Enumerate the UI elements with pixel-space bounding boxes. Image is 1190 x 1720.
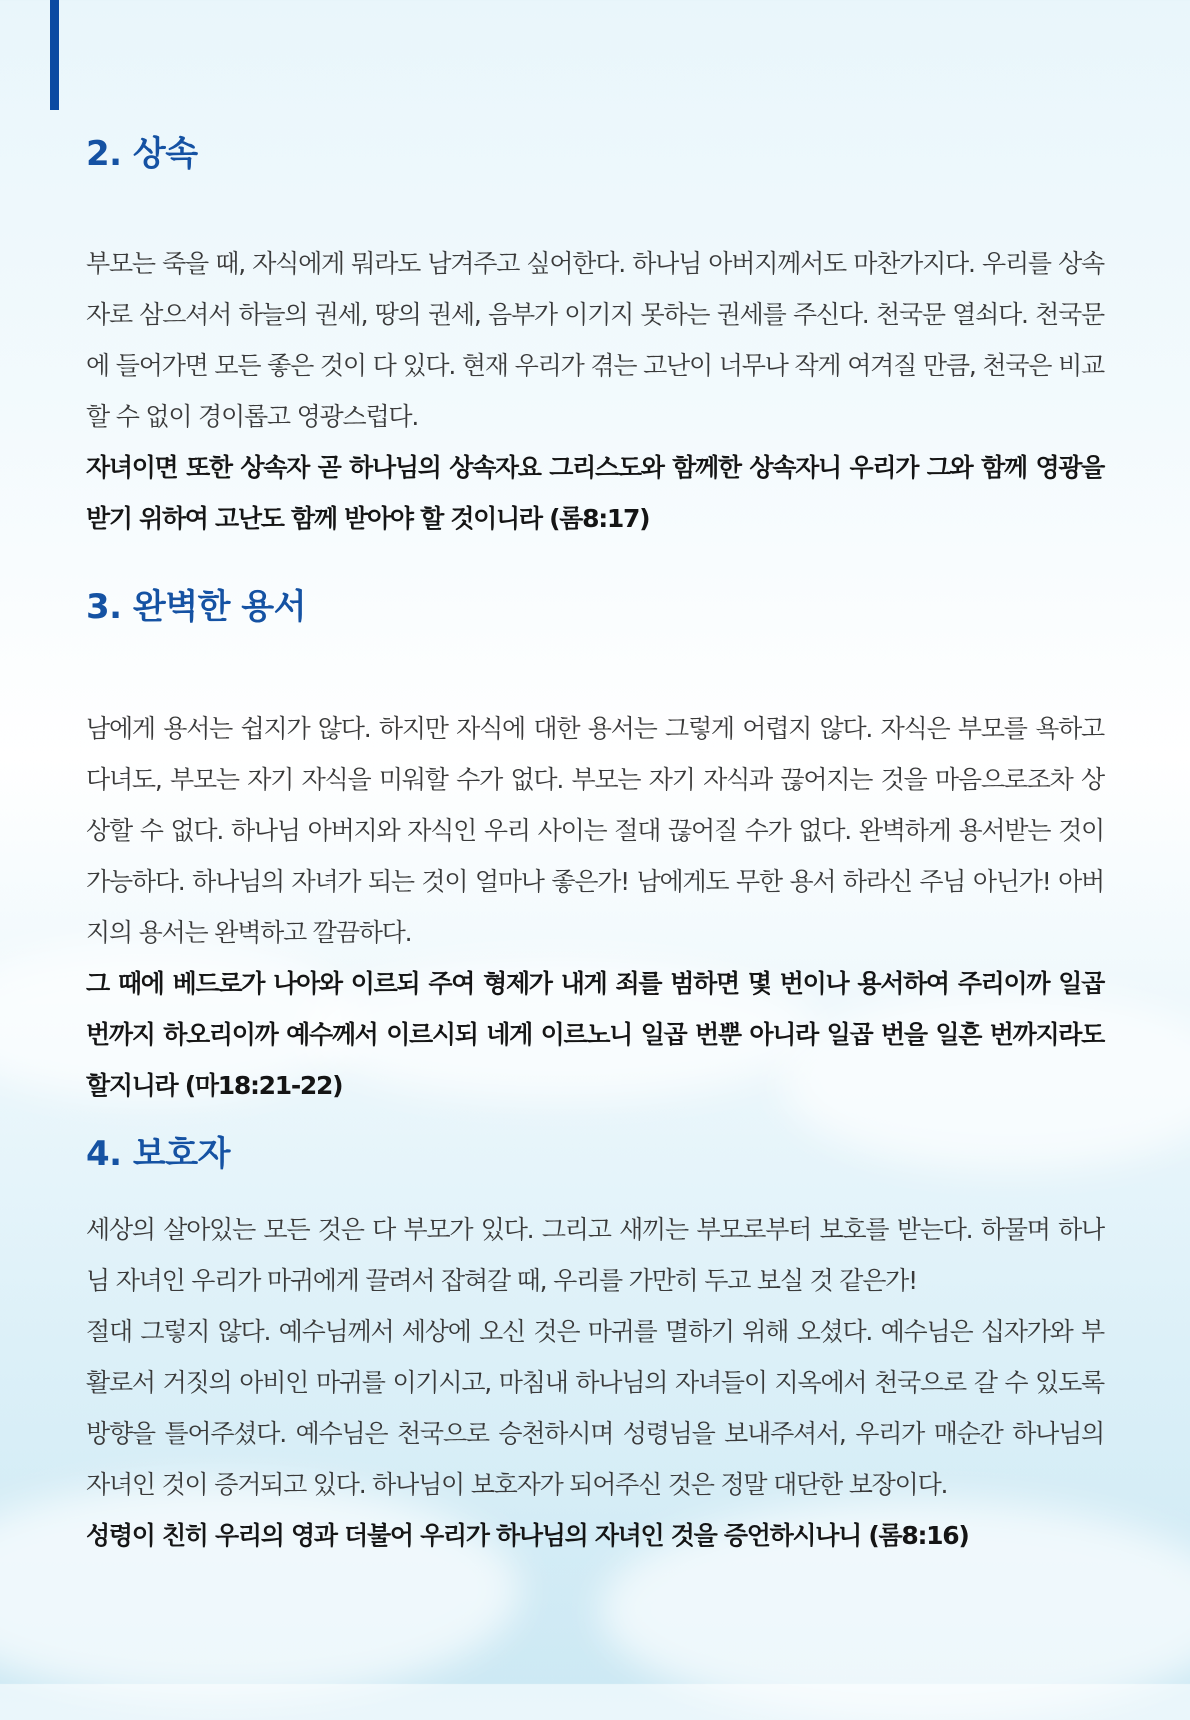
section-heading: 2. 상속 <box>86 134 198 174</box>
body-paragraph: 세상의 살아있는 모든 것은 다 부모가 있다. 그리고 새끼는 부모로부터 보호를 받는다. 하물며 하나님 자녀인 우리가 마귀에게 끌려서 잡혀갈 때, 우리를 가만히 두고 보실 것 같은가! <box>86 1215 1104 1295</box>
accent-bar <box>50 0 59 110</box>
section-heading: 3. 완벽한 용서 <box>86 587 306 627</box>
bible-verse: 자녀이면 또한 상속자 곧 하나님의 상속자요 그리스도와 함께한 상속자니 우리가 그와 함께 영광을 받기 위하여 고난도 함께 받아야 할 것이니라 (롬8:17) <box>86 453 1104 533</box>
section-protector <box>86 1132 1104 1561</box>
section-heading: 4. 보호자 <box>86 1134 230 1174</box>
bible-verse: 그 때에 베드로가 나아와 이르되 주여 형제가 내게 죄를 범하면 몇 번이나 용서하여 주리이까 일곱 번까지 하오리이까 예수께서 이르시되 네게 이르노니 일곱 번뿐 아니라 일곱 번을 일흔 번까지라도 할지니라 (마18:21-22) <box>86 969 1104 1100</box>
bible-verse: 성령이 친히 우리의 영과 더불어 우리가 하나님의 자녀인 것을 증언하시나니 (롬8:16) <box>86 1521 969 1550</box>
body-paragraph: 남에게 용서는 쉽지가 않다. 하지만 자식에 대한 용서는 그렇게 어렵지 않다. 자식은 부모를 욕하고 다녀도, 부모는 자기 자식을 미워할 수가 없다. 부모는 자기 자식과 끊어지는 것을 마음으로조차 상상할 수 없다. 하나님 아버지와 자식인 우리 사이는 절대 끊어질 수가 없다. 완벽하게 용서받는 것이 가능하다. 하나님의 자녀가 되는 것이 얼마나 좋은가! 남에게도 무한 용서 하라신 주님 아닌가! 아버지의 용서는 완벽하고 깔끔하다. <box>86 714 1104 947</box>
body-paragraph: 부모는 죽을 때, 자식에게 뭐라도 남겨주고 싶어한다. 하나님 아버지께서도 마찬가지다. 우리를 상속자로 삼으셔서 하늘의 권세, 땅의 권세, 음부가 이기지 못하는 권세를 주신다. 천국문 열쇠다. 천국문에 들어가면 모든 좋은 것이 다 있다. 현재 우리가 겪는 고난이 너무나 작게 여겨질 만큼, 천국은 비교할 수 없이 경이롭고 영광스럽다. <box>86 249 1104 431</box>
body-paragraph: 절대 그렇지 않다. 예수님께서 세상에 오신 것은 마귀를 멸하기 위해 오셨다. 예수님은 십자가와 부활로서 거짓의 아비인 마귀를 이기시고, 마침내 하나님의 자녀들이 지옥에서 천국으로 갈 수 있도록 방향을 틀어주셨다. 예수님은 천국으로 승천하시며 성령님을 보내주셔서, 우리가 매순간 하나님의 자녀인 것이 증거되고 있다. 하나님이 보호자가 되어주신 것은 정말 대단한 보장이다. <box>86 1317 1104 1499</box>
section-forgiveness <box>86 585 1104 1111</box>
section-inheritance <box>86 132 1104 544</box>
